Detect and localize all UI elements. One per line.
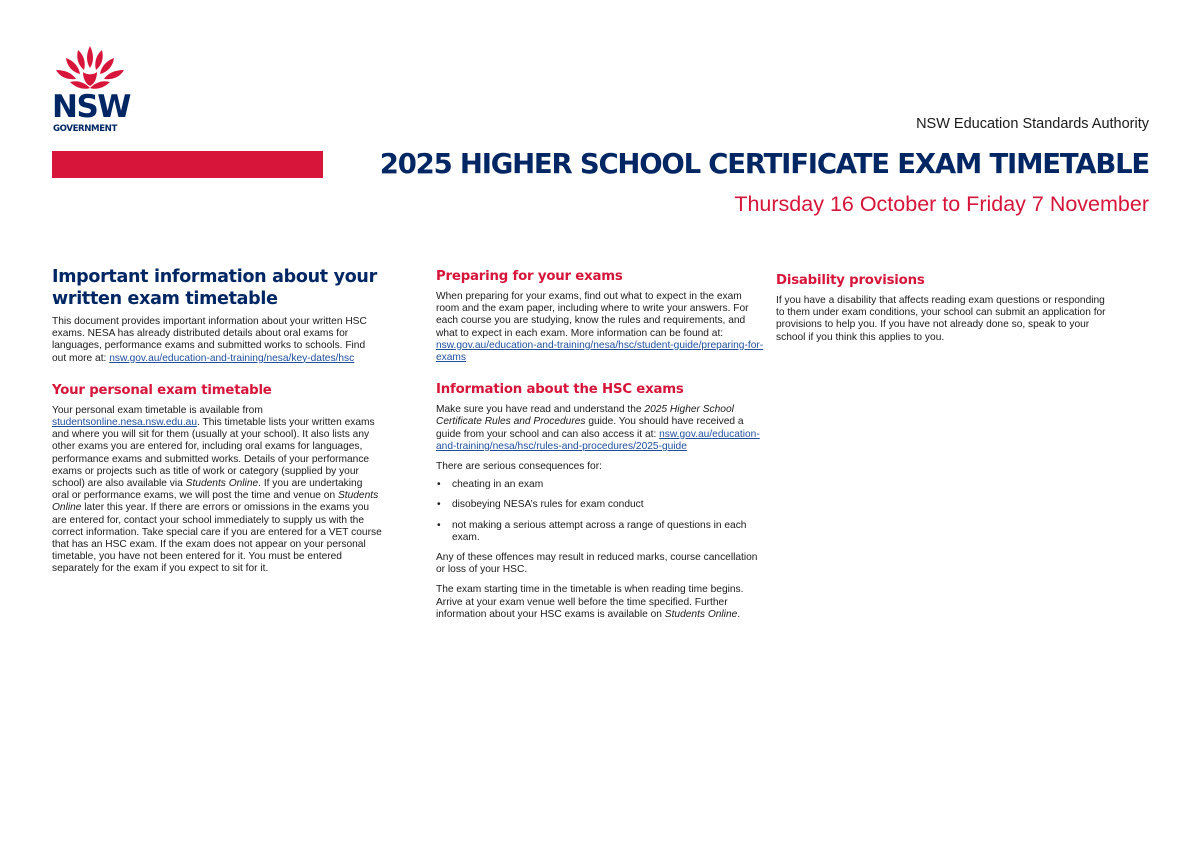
key-dates-link[interactable]: nsw.gov.au/education-and-training/nesa/key-dates/hsc (109, 352, 355, 364)
disability-text: If you have a disability that affects reading exam questions or responding to them under exam conditions, your school can submit an application for provisions to help you. If you have not already done so, speak to your school if you think this applies to you. (776, 295, 1106, 343)
preparing-section (436, 268, 766, 364)
students-online-link[interactable]: studentsonline.nesa.nsw.edu.au (52, 417, 197, 429)
column-middle (436, 268, 766, 621)
preparing-for-exams-link[interactable]: nsw.gov.au/education-and-training/nesa/hsc/student-guide/preparing-for-exams (436, 339, 764, 364)
exam-date-range: Thursday 16 October to Friday 7 November (734, 192, 1149, 216)
important-info-section (52, 266, 382, 365)
page-title: 2025 HIGHER SCHOOL CERTIFICATE EXAM TIMETABLE (379, 148, 1149, 180)
consequences-text: There are serious consequences for: (436, 461, 602, 473)
important-info-text: This document provides important information about your written HSC exams. NESA has already distributed details about oral exams for languages, performance exams and submitted works to schools. Find out more at: nsw.gov.au/education-and-training/nesa/key-dates/hsc (52, 316, 367, 364)
rules-and-procedures-link[interactable]: nsw.gov.au/education-and-training/nesa/hsc/rules-and-procedures/2025-guide (436, 428, 760, 452)
waratah-flower-icon (50, 44, 130, 94)
nsw-government-logo (50, 44, 130, 134)
consequences-list (436, 479, 766, 544)
hsc-info-text: Make sure you have read and understand the 2025 Higher School Certificate Rules and Procedures guide. You should have received a guide from your school and can also access it at: nsw.gov.au/education-and-training/nesa/hsc/rules-and-procedures/2025-guide (436, 404, 760, 452)
column-left (52, 266, 382, 576)
hsc-info-heading: Information about the HSC exams (436, 382, 684, 398)
important-info-heading: Important information about your written exam timetable (52, 267, 377, 309)
list-item: • disobeying NESA’s rules for exam conduct (436, 499, 766, 511)
personal-timetable-heading: Your personal exam timetable (52, 382, 272, 398)
preparing-text: When preparing for your exams, find out what to expect in the exam room and the exam paper, including where to write your answers. For each course you are studying, know the rules and requirements, and what to expect in each exam. More information can be found at: nsw.gov.au/education-and-training/nesa/hsc/student-guide/preparing-for-exams (436, 291, 764, 364)
hsc-info-section (436, 381, 766, 621)
header-accent-bar (52, 151, 323, 178)
logo-nsw-text: NSW (52, 89, 130, 125)
agency-name: NSW Education Standards Authority (916, 116, 1149, 132)
logo-government-text: GOVERNMENT (53, 124, 117, 134)
preparing-heading: Preparing for your exams (436, 269, 623, 284)
offences-text: Any of these offences may result in reduced marks, course cancellation or loss of your HSC. (436, 552, 758, 576)
column-right (776, 272, 1106, 344)
list-item: • not making a serious attempt across a range of questions in each exam. (436, 520, 766, 544)
disability-heading: Disability provisions (776, 273, 925, 288)
list-item: • cheating in an exam (436, 479, 766, 491)
personal-timetable-section (52, 382, 382, 576)
disability-section (776, 272, 1106, 344)
start-time-text: The exam starting time in the timetable is when reading time begins. Arrive at your exam venue well before the time specified. Further information about your HSC exams is available on Students Online. (436, 584, 744, 620)
personal-timetable-text: Your personal exam timetable is available from studentsonline.nesa.nsw.edu.au. This timetable lists your written exams and where you will sit for them (usually at your school). It also lists any other exams you are entered for, including oral exams for languages, performance exams and submitted works. Details of your performance exams or projects such as title of work or category (supplied by your school) are also available via Students Online. If you are undertaking oral or performance exams, we will post the time and venue on Students Online later this year. If there are errors or omissions in the exams you are entered for, contact your school immediately to supply us with the correct information. Take special care if you are entered for a VET course that has an HSC exam. If the exam does not appear on your personal timetable, you have not been entered for it. You must be entered separately for the exam if you expect to sit for it. (52, 404, 382, 575)
